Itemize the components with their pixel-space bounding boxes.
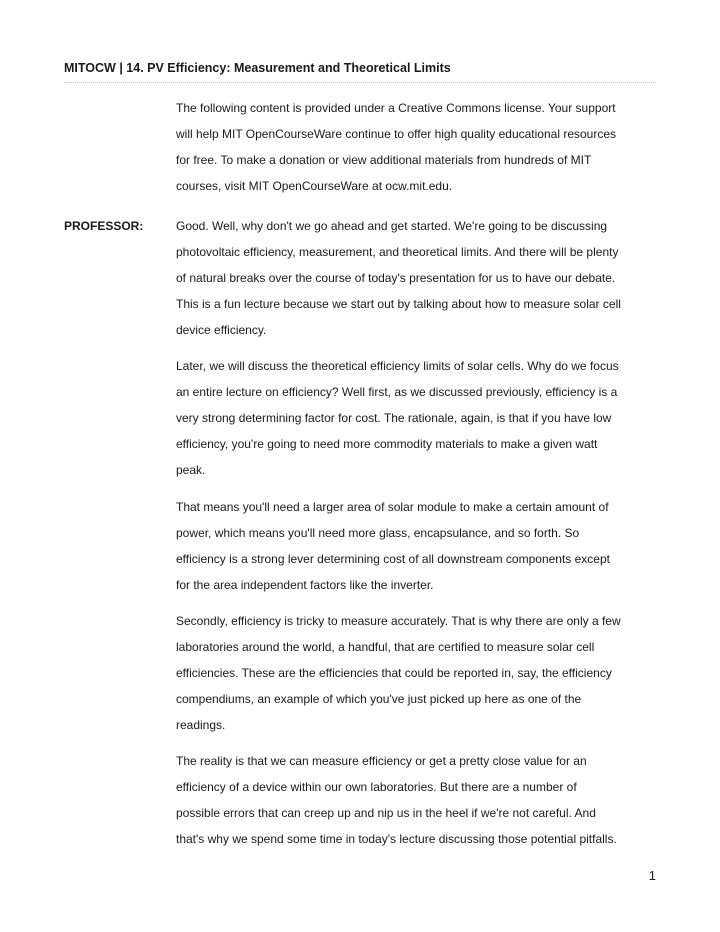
- paragraph-line: compendiums, an example of which you've just picked up here as one of the: [176, 692, 582, 706]
- paragraph-line: Secondly, efficiency is tricky to measure accurately. That is why there are only a few: [176, 614, 621, 628]
- paragraph-line: efficiencies. These are the efficiencies that could be reported in, say, the efficiency: [176, 666, 612, 680]
- paragraph-line: The following content is provided under a Creative Commons license. Your support: [176, 101, 616, 115]
- paragraph-line: device efficiency.: [176, 323, 267, 337]
- paragraph-line: Good. Well, why don't we go ahead and get started. We're going to be discussing: [176, 219, 608, 233]
- paragraph-line: laboratories around the world, a handful, that are certified to measure solar cell: [176, 640, 595, 654]
- paragraph-line: will help MIT OpenCourseWare continue to offer high quality educational resources: [176, 127, 617, 141]
- speaker-label: PROFESSOR:: [64, 219, 144, 233]
- transcript-paragraph: [176, 494, 662, 598]
- paragraph-line: efficiency is a strong lever determining cost of all downstream components except: [176, 552, 610, 566]
- paragraph-line: efficiency of a device within our own laboratories. But there are a number of: [176, 780, 577, 794]
- paragraph-line: power, which means you'll need more glass, encapsulance, and so forth. So: [176, 526, 580, 540]
- transcript-block: [64, 213, 664, 343]
- transcript-paragraph: [176, 353, 662, 483]
- header-divider: [64, 82, 656, 83]
- paragraph-line: an entire lecture on efficiency? Well first, as we discussed previously, efficiency is a: [176, 385, 618, 399]
- transcript-paragraph: [176, 95, 662, 199]
- document-header: MITOCW | 14. PV Efficiency: Measurement and Theoretical Limits: [64, 61, 451, 75]
- transcript-block: [64, 494, 664, 598]
- paragraph-line: readings.: [176, 718, 226, 732]
- paragraph-line: that's why we spend some time in today's lecture discussing those potential pitfalls.: [176, 832, 617, 846]
- paragraph-line: possible errors that can creep up and nip us in the heel if we're not careful. And: [176, 806, 596, 820]
- paragraph-line: Later, we will discuss the theoretical efficiency limits of solar cells. Why do we focus: [176, 359, 619, 373]
- paragraph-line: for free. To make a donation or view additional materials from hundreds of MIT: [176, 153, 592, 167]
- transcript-block: [64, 748, 664, 852]
- paragraph-line: This is a fun lecture because we start out by talking about how to measure solar cell: [176, 297, 621, 311]
- transcript-paragraph: [176, 608, 662, 738]
- paragraph-line: efficiency, you're going to need more commodity materials to make a given watt: [176, 437, 598, 451]
- paragraph-line: very strong determining factor for cost. The rationale, again, is that if you have low: [176, 411, 612, 425]
- transcript-block: [64, 353, 664, 483]
- paragraph-line: peak.: [176, 463, 206, 477]
- transcript-block: [64, 95, 664, 199]
- paragraph-line: The reality is that we can measure efficiency or get a pretty close value for an: [176, 754, 587, 768]
- paragraph-line: for the area independent factors like the inverter.: [176, 578, 434, 592]
- transcript-block: [64, 608, 664, 738]
- paragraph-line: of natural breaks over the course of today's presentation for us to have our debate.: [176, 271, 616, 285]
- paragraph-line: photovoltaic efficiency, measurement, and theoretical limits. And there will be plenty: [176, 245, 619, 259]
- page-number: 1: [648, 868, 656, 883]
- paragraph-line: That means you'll need a larger area of solar module to make a certain amount of: [176, 500, 609, 514]
- transcript-paragraph: [176, 748, 662, 852]
- transcript-paragraph: [176, 213, 662, 343]
- paragraph-line: courses, visit MIT OpenCourseWare at ocw.mit.edu.: [176, 179, 453, 193]
